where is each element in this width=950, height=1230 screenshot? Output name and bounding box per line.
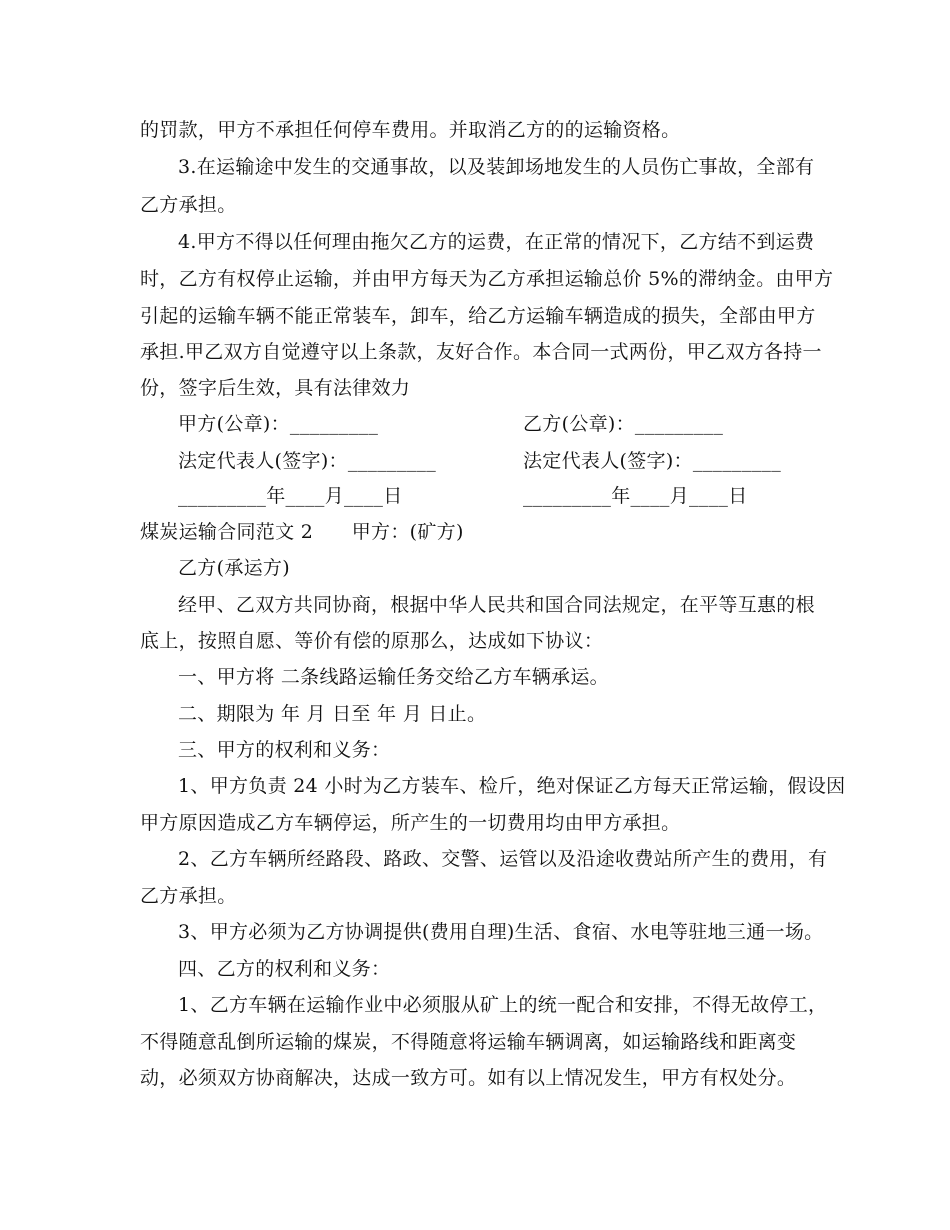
preamble-line-1: 经甲、乙双方共同协商，根据中华人民共和国合同法规定，在平等互惠的根 [178,594,815,616]
agreement-item-3: 三、甲方的权利和义务： [178,739,391,761]
party-a-representative-field: 法定代表人(签字)：_________ [178,450,437,472]
clause-4-line-4: 承担.甲乙双方自觉遵守以上条款，友好合作。本合同一式两份，甲乙双方各持一 [140,341,822,363]
clause-4-line-1: 4.甲方不得以任何理由拖欠乙方的运费，在正常的情况下，乙方结不到运费 [178,231,815,253]
party-b-duty-1-line-1: 1、乙方车辆在运输作业中必须服从矿上的统一配合和安排，不得无故停工， [178,994,828,1016]
party-a-duty-1-line-1: 1、甲方负责 24 小时为乙方装车、检斤，绝对保证乙方每天正常运输，假设因 [178,775,846,797]
sample-2-heading: 煤炭运输合同范文 2 甲方：(矿方) [140,521,464,543]
clause-4-line-5: 份，签字后生效，具有法律效力 [140,377,411,399]
clause-4-line-2: 时，乙方有权停止运输，并由甲方每天为乙方承担运输总价 5%的滞纳金。由甲方 [140,268,834,290]
agreement-item-4: 四、乙方的权利和义务： [178,958,391,980]
party-a-date-field: _________年____月____日 [178,485,403,507]
paragraph-fines-end: 的罚款，甲方不承担任何停车费用。并取消乙方的的运输资格。 [140,119,681,141]
clause-3-line-1: 3.在运输途中发生的交通事故，以及装卸场地发生的人员伤亡事故，全部有 [178,156,815,178]
party-b-duty-1-line-2: 不得随意乱倒所运输的煤炭，不得随意将运输车辆调离，如运输路线和距离变 [140,1031,797,1053]
clause-4-line-3: 引起的运输车辆不能正常装车，卸车，给乙方运输车辆造成的损失，全部由甲方 [140,305,816,327]
party-a-duty-3: 3、甲方必须为乙方协调提供(费用自理)生活、食宿、水电等驻地三通一场。 [178,921,824,943]
party-b-duty-1-line-3: 动，必须双方协商解决，达成一致方可。如有以上情况发生，甲方有权处分。 [140,1067,797,1089]
party-a-duty-2-line-1: 2、乙方车辆所经路段、路政、交警、运管以及沿途收费站所产生的费用，有 [178,848,828,870]
clause-3-line-2: 乙方承担。 [140,194,237,216]
preamble-line-2: 底上，按照自愿、等价有偿的原那么，达成如下协议： [140,630,604,652]
sample-2-party-b: 乙方(承运方) [178,557,290,579]
party-b-seal-field: 乙方(公章)：_________ [523,413,724,435]
agreement-item-2: 二、期限为 年 月 日至 年 月 日止。 [178,703,487,725]
party-b-representative-field: 法定代表人(签字)：_________ [523,450,782,472]
agreement-item-1: 一、甲方将 二条线路运输任务交给乙方车辆承运。 [178,666,609,688]
party-a-seal-field: 甲方(公章)：_________ [178,413,379,435]
party-b-date-field: _________年____月____日 [523,485,748,507]
party-a-duty-2-line-2: 乙方承担。 [140,885,237,907]
party-a-duty-1-line-2: 甲方原因造成乙方车辆停运，所产生的一切费用均由甲方承担。 [140,812,681,834]
